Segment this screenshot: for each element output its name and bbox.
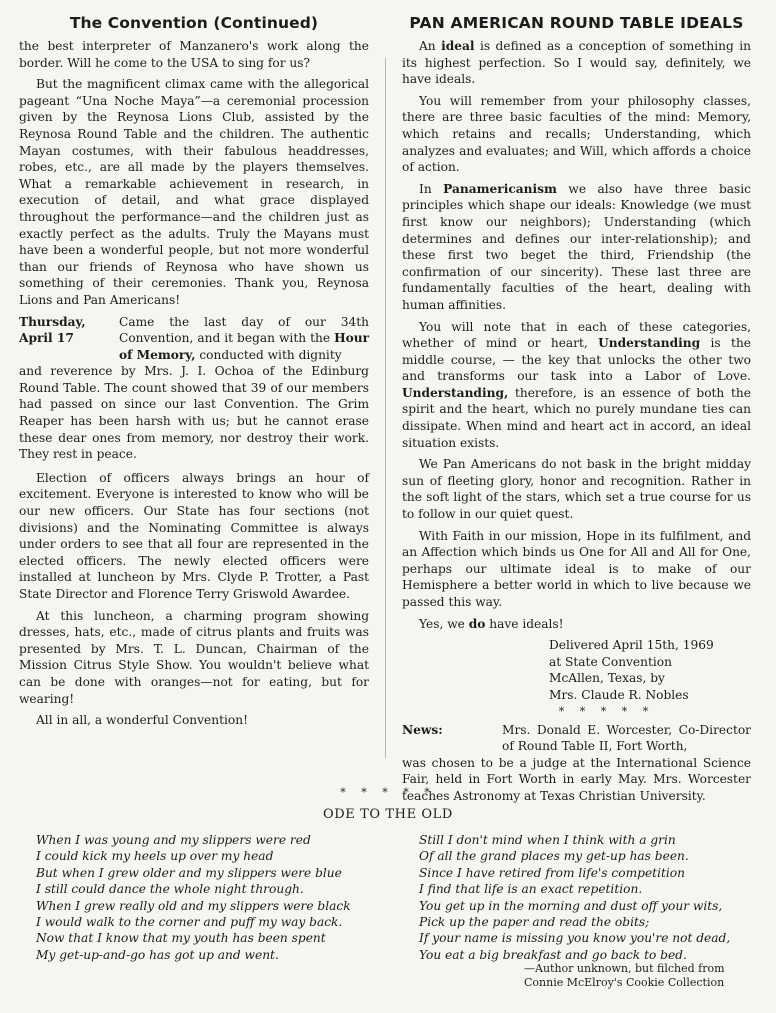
paragraph: was chosen to be a judge at the International Science Fair, held in Fort Worth in early May. Mrs. Worcester teaches Astronomy at Texas Christian University. bbox=[402, 755, 751, 803]
poem-line: You get up in the morning and dust off your wits, bbox=[419, 898, 723, 913]
paragraph: All in all, a wonderful Convention! bbox=[36, 713, 248, 728]
paragraph: At this luncheon, a charming program showing dresses, hats, etc., made of citrus plants and fruits was presented by Mrs. T. L. Duncan, Chairman of the Mission Citrus Style Show. You wouldn't believe what can be done with oranges—not for eating, but for wearing! bbox=[19, 608, 369, 706]
paragraph: With Faith in our mission, Hope in its fulfilment, and an Affection which binds us One for All and All for One, perhaps our ultimate ideal is to make of our Hemisphere a better world in which to live because we passed this way. bbox=[402, 528, 751, 609]
news-item bbox=[402, 722, 751, 755]
poem-line: Of all the grand places my get-up has been. bbox=[419, 849, 689, 864]
poem-line: I find that life is an exact repetition. bbox=[419, 882, 643, 897]
poem-line: You eat a big breakfast and go back to bed. bbox=[419, 947, 687, 962]
convention-heading: The Convention (Continued) bbox=[69, 14, 319, 32]
poem-line: Since I have retired from life's competition bbox=[419, 865, 685, 880]
poem-line: But when I grew older and my slippers were blue bbox=[36, 865, 342, 880]
paragraph: An ideal is defined as a conception of something in its highest perfection. So I would say, definitely, we have ideals. bbox=[402, 39, 752, 87]
poem-stanza-left bbox=[36, 832, 376, 963]
ideals-column bbox=[402, 14, 751, 810]
paragraph: But the magnificent climax came with the allegorical pageant “Una Noche Maya”—a ceremonial procession given by the Reynosa Lions Club, assisted by the Reynosa Round Table and the children. The authentic Mayan costumes, with their fabulous headdresses, robes, etc., are all made by the players themselves. What a remarkable achievement in research, in execution of detail, and what grace displayed throughout the performance—and the children just as exactly perfect as the adults. Truly the Mayans must have been a wonderful people, but not more wonderful than our friends of Reynosa who have shown us something of their ceremonies. Thank you, Reynosa Lions and Pan Americans! bbox=[19, 77, 369, 307]
paragraph: We Pan Americans do not bask in the bright midday sun of fleeting glory, honor and recognition. Rather in the soft light of the stars, which set a true course for us to follow in our quiet quest. bbox=[402, 457, 751, 522]
section-separator: * * * * * bbox=[558, 704, 655, 718]
date-label: Thursday, April 17 bbox=[19, 314, 86, 346]
poem-line: My get-up-and-go has got up and went. bbox=[36, 947, 279, 962]
paragraph: In Panamericanism we also have three basic principles which shape our ideals: Knowledge (we must first know our neighbors); Understanding (which determines and defines our inter-relationship); and these first two beget the third, Friendship (the confirmation of our sincerity). These last three are fundamentally faculties of the heart, dealing with human affinities. bbox=[402, 181, 751, 312]
poem-line: Still I don't mind when I think with a grin bbox=[419, 833, 676, 847]
poem-line: When I was young and my slippers were red bbox=[36, 833, 311, 847]
poem-line: I could kick my heels up over my head bbox=[36, 849, 274, 864]
poem-line: I still could dance the whole night through. bbox=[36, 882, 304, 897]
poem-line: Now that I know that my youth has been spent bbox=[36, 931, 326, 946]
column-divider bbox=[385, 58, 386, 758]
paragraph: You will remember from your philosophy classes, there are three basic faculties of the mind: Memory, which retains and recalls; Understanding, which analyzes and evaluates; and Will, which affords a choice of action. bbox=[402, 93, 751, 175]
date-entry bbox=[19, 314, 369, 364]
paragraph: Election of officers always brings an hour of excitement. Everyone is interested to know who will be our new officers. Our State has four sections (not divisions) and the Nominating Committee is always under orders to see that all four are represented in the elected officers. The newly elected officers were installed at luncheon by Mrs. Clyde P. Trotter, a Past State Director and Florence Terry Griswold Awardee. bbox=[19, 470, 369, 601]
poem-line: Pick up the paper and read the obits; bbox=[419, 915, 650, 930]
paragraph: You will note that in each of these categories, whether of mind or heart, Understanding is the middle course, — the key that unlocks the other two and transforms our task into a Labor of Love. Understanding, therefore, is an essence of both the spirit and the heart, which no purely mundane ties can dissipate. When mind and heart act in accord, an ideal situation exists. bbox=[402, 319, 752, 450]
speech-credit: Delivered April 15th, 1969 at State Convention McAllen, Texas, by Mrs. Claude R. Nobles bbox=[549, 638, 714, 702]
poem-attribution: —Author unknown, but filched from Connie McElroy's Cookie Collection bbox=[524, 962, 725, 989]
poem-stanza-right bbox=[419, 832, 759, 963]
section-separator: * * * * * bbox=[340, 786, 436, 799]
poem-line: If your name is missing you know you're not dead, bbox=[419, 931, 731, 946]
convention-column bbox=[19, 14, 369, 734]
news-label: News: bbox=[402, 722, 443, 737]
news-text: Mrs. Donald E. Worcester, Co-Director of Round Table II, Fort Worth, bbox=[502, 722, 751, 754]
date-text: Came the last day of our 34th Convention, and it began with the Hour of Memory, conducted with dignity bbox=[119, 314, 369, 362]
paragraph: the best interpreter of Manzanero's work along the border. Will he come to the USA to sing for us? bbox=[19, 39, 369, 70]
poem-line: I would walk to the corner and puff my way back. bbox=[36, 915, 343, 930]
poem-title: ODE TO THE OLD bbox=[323, 807, 453, 822]
paragraph: and reverence by Mrs. J. I. Ochoa of the Edinburg Round Table. The count showed that 39 of our members had passed on since our last Convention. The Grim Reaper has been harsh with us; but he cannot erase these dear ones from memory, nor destroy their work. They rest in peace. bbox=[19, 364, 369, 462]
ideals-heading: PAN AMERICAN ROUND TABLE IDEALS bbox=[409, 14, 744, 32]
poem-line: When I grew really old and my slippers were black bbox=[36, 898, 351, 913]
paragraph: Yes, we do have ideals! bbox=[419, 616, 564, 631]
